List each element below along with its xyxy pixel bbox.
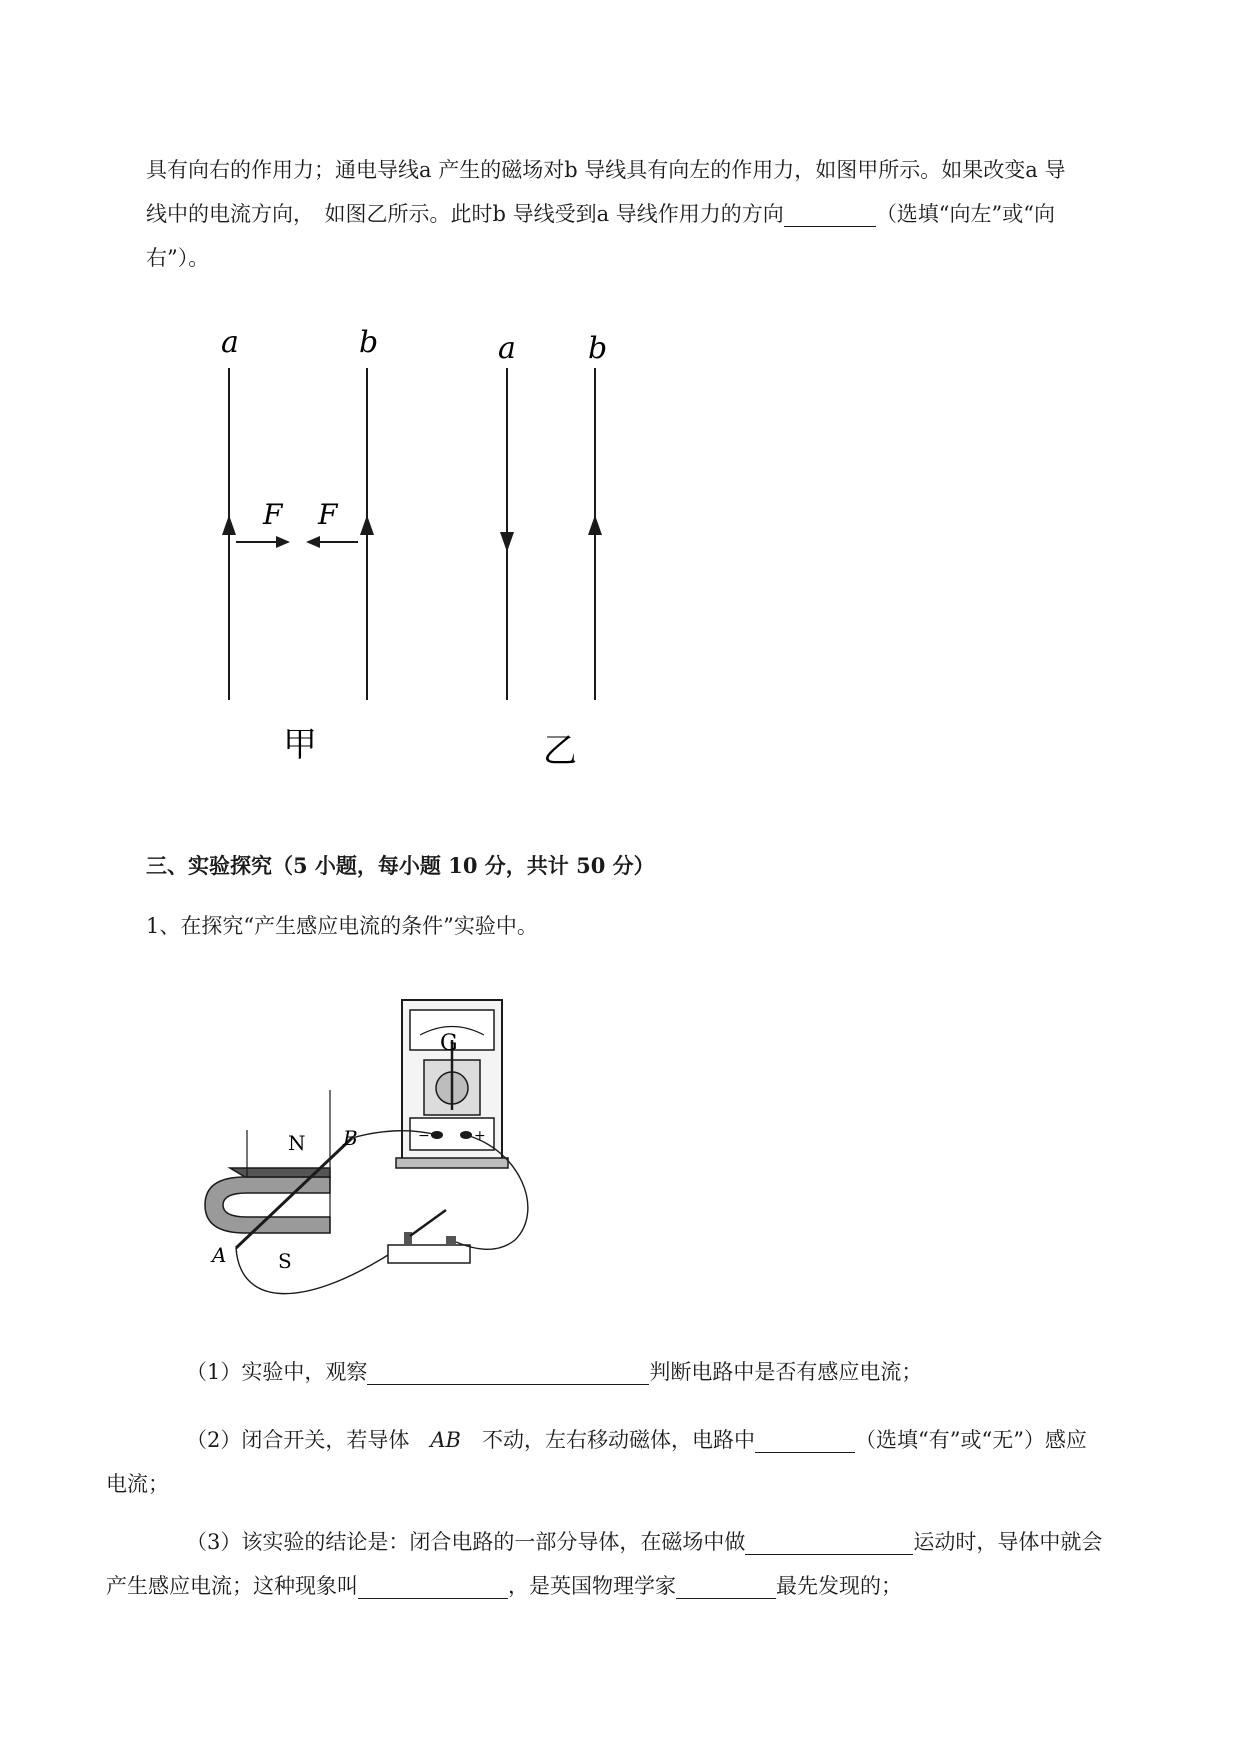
sub3-text-a: （3）该实验的结论是：闭合电路的一部分导体，在磁场中做 [186, 1530, 746, 1554]
caption-jia: 甲 [283, 725, 317, 765]
label-a-jia: a [221, 325, 239, 360]
label-a-yi: a [498, 331, 516, 366]
switch-lever [410, 1210, 446, 1236]
label-a: A [212, 1243, 227, 1267]
sub3-line-2c: 最先发现的； [776, 1574, 902, 1598]
sub3-line-2b: ，是英国物理学家 [508, 1574, 676, 1598]
answer-blank-phenomenon[interactable] [358, 1574, 508, 1599]
sub1-text-b: 判断电路中是否有感应电流； [649, 1360, 923, 1384]
answer-blank-physicist[interactable] [676, 1574, 776, 1599]
magnet-body [205, 1177, 330, 1233]
label-s: S [278, 1249, 292, 1273]
sub2-text-b: 不动，左右移动磁体，电路中 [481, 1428, 755, 1452]
switch-base [388, 1245, 470, 1263]
sub-question-2 [106, 1418, 1152, 1506]
problem-line-2a: 线中的电流方向， 如图乙所示。此时b 导线受到a 导线作用力的方向 [146, 202, 784, 226]
answer-blank-current[interactable] [755, 1428, 855, 1453]
caption-yi: 乙 [543, 731, 577, 771]
label-plus: + [474, 1128, 486, 1144]
answer-blank-motion[interactable] [745, 1530, 913, 1555]
sub3-line-2a: 产生感应电流；这种现象叫 [106, 1574, 358, 1598]
sub1-text-a: （1）实验中，观察 [186, 1360, 368, 1384]
label-g: G [440, 1031, 458, 1056]
label-n: N [288, 1131, 306, 1155]
label-b-jia: b [359, 325, 379, 360]
sub-question-3 [106, 1520, 1152, 1608]
force-label-2: F [318, 498, 338, 531]
problem-line-2b: （选填“向左”或“向 [875, 202, 1056, 226]
wire-a-to-switch [236, 1248, 388, 1294]
section-heading-text: 三、实验探究（5 小题，每小题 10 分，共计 50 分） [146, 853, 655, 878]
answer-blank-observe[interactable] [367, 1360, 649, 1385]
sub2-ab: AB [430, 1428, 461, 1452]
problem-line-1: 具有向右的作用力；通电导线a 产生的磁场对b 导线具有向左的作用力，如图甲所示。如果改变a 导 [146, 158, 1066, 182]
galvanometer [396, 1000, 508, 1168]
label-b: B [343, 1126, 358, 1150]
label-minus: − [418, 1128, 430, 1144]
sub3-text-b: 运动时，导体中就会 [913, 1530, 1103, 1554]
switch-contact [446, 1236, 456, 1246]
switch [388, 1210, 470, 1263]
galvanometer-base [396, 1158, 508, 1168]
force-label-1: F [263, 498, 283, 531]
sub2-text-a: （2）闭合开关，若导体 [186, 1428, 410, 1452]
sub-question-1 [146, 1350, 1152, 1394]
sub2-line-2: 电流； [106, 1472, 169, 1496]
sub2-text-c: （选填“有”或“无”）感应 [854, 1428, 1087, 1452]
label-b-yi: b [588, 331, 608, 366]
problem-line-3: 右”）。 [146, 246, 210, 270]
question-1-title-text: 1、在探究“产生感应电流的条件”实验中。 [146, 914, 538, 938]
